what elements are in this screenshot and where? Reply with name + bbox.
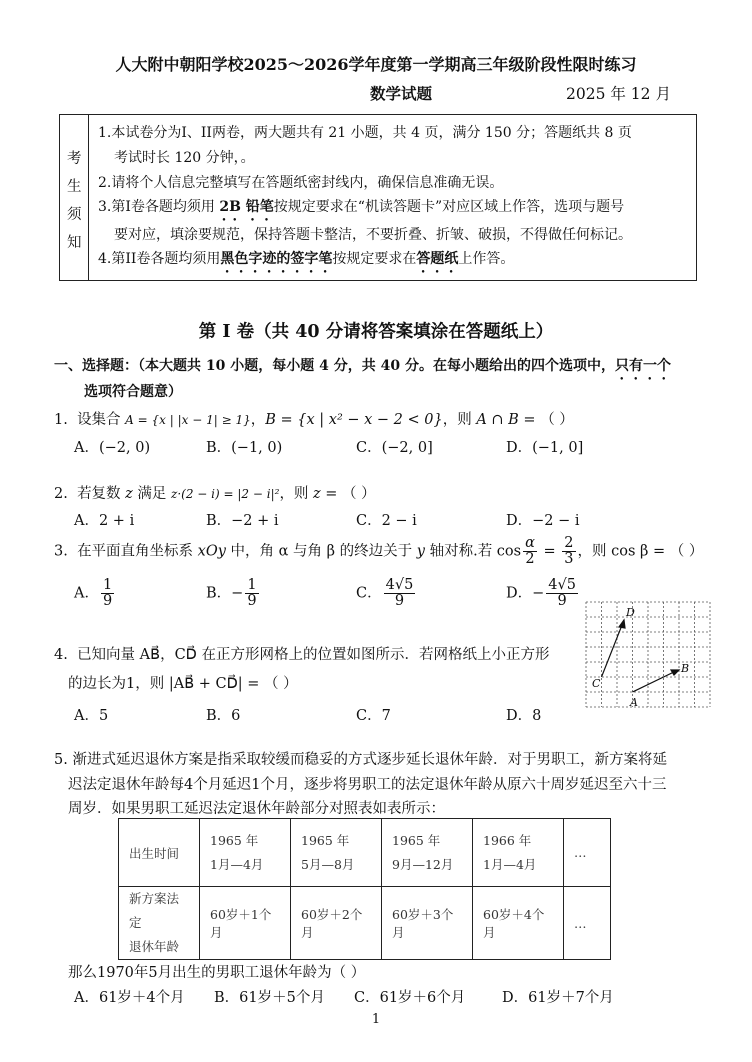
retirement-table (118, 818, 611, 960)
part-title-cont: 选项符合题意） (84, 384, 182, 400)
q4-option-a: A．5 (74, 708, 109, 724)
q1-option-a: A．(−2, 0) (74, 440, 151, 456)
q4-stem-line2: 的边长为1，则 |AB⃗ + CD⃗| = （ ） (68, 676, 298, 692)
table-header-cell: 出生时间 (119, 819, 200, 887)
table-cell: 60岁＋1个月 (200, 887, 291, 960)
table-cell: 1965 年 5月—8月 (291, 819, 382, 887)
table-cell: 60岁＋2个月 (291, 887, 382, 960)
q2-option-a: A．2 + i (74, 513, 135, 529)
vector-cd-arrowhead (619, 620, 625, 628)
q5-stem-line3: 周岁．如果男职工延迟法定退休年龄部分对照表如表所示： (68, 801, 445, 817)
vector-ab (633, 670, 679, 692)
table-cell: 1966 年 1月—4月 (473, 819, 564, 887)
table-row (119, 819, 611, 887)
label-d: D (626, 606, 635, 619)
q5-option-a: A．61岁＋4个月 (74, 990, 185, 1006)
q1-option-d: D．(−1, 0] (506, 440, 584, 456)
q5-option-d: D．61岁＋7个月 (502, 990, 614, 1006)
emphasis-black-pen: 黑色字迹的签字笔 (220, 251, 333, 267)
q3-option-c: C． $\frac{4√5}{9}$ (356, 577, 414, 610)
table-cell: 1965 年 9月—12月 (382, 819, 473, 887)
q5-option-c: C．61岁＋6个月 (354, 990, 466, 1006)
notice-side-label: 考 生 须 知 (60, 115, 89, 280)
notice-line-3c: 要对应，填涂要规范，保持答题卡整洁，不要折叠、折皱、破损，不得做任何标记。 (114, 227, 632, 243)
exam-subject: 数学试题 (370, 84, 433, 103)
notice-box (59, 114, 697, 281)
notice-line-2: 2.请将个人信息完整填写在答题纸密封线内，确保信息准确无误。 (98, 175, 504, 191)
notice-line-4: 4.第II卷各题均须用黑色字迹的签字笔按规定要求在答题纸上作答。 (98, 251, 515, 267)
q3-option-a: A． $\frac{1}{9}$ (74, 577, 113, 610)
q1-stem: 1. 设集合 A = {x | |x − 1| ≥ 1}，B = {x | x² − x − 2 < 0}，则 A ∩ B = （ ） (54, 412, 574, 428)
table-cell: 60岁＋4个月 (473, 887, 564, 960)
page-number: 1 (371, 1012, 381, 1027)
notice-line-1: 1.本试卷分为I、II两卷，两大题共有 21 小题，共 4 页，满分 150 分；答题纸共 8 页 (98, 125, 632, 141)
q3-option-d: D．− $\frac{4√5}{9}$ (506, 577, 576, 610)
label-a: A (630, 696, 638, 709)
table-header-cell: 新方案法定 退休年龄 (119, 887, 200, 960)
vector-ab-arrowhead (671, 670, 679, 675)
q2-option-b: B．−2 + i (206, 513, 279, 529)
label-c: C (592, 677, 601, 690)
table-cell: 60岁＋3个月 (382, 887, 473, 960)
q2-option-c: C．2 − i (356, 513, 417, 529)
table-cell: … (564, 887, 611, 960)
q4-option-c: C．7 (356, 708, 391, 724)
vector-grid-figure (584, 600, 714, 716)
table-cell: … (564, 819, 611, 887)
q5-stem-line2: 迟法定退休年龄每4个月延迟1个月，逐步将男职工的法定退休年龄从原六十周岁延迟至六十三 (68, 777, 667, 793)
q1-option-c: C．(−2, 0] (356, 440, 433, 456)
q5-option-b: B．61岁＋5个月 (214, 990, 325, 1006)
exam-date: 2025 年 12 月 (566, 85, 671, 103)
part-title: 一、选择题：（本大题共 10 小题，每小题 4 分，共 40 分。在每小题给出的四个选项中，只有一个 (54, 358, 671, 374)
q3-option-b: B．− $\frac{1}{9}$ (206, 577, 257, 610)
q2-stem: 2. 若复数 z 满足 z·(2 − i) = |2 − i|²，则 z = （ ） (54, 486, 376, 502)
exam-title: 人大附中朝阳学校2025～2026学年度第一学期高三年级阶段性限时练习 (115, 55, 637, 74)
vector-cd (602, 620, 625, 677)
emphasis-2b-pencil: 2B 铅笔 (219, 199, 274, 215)
emphasis-only-one: 只有一个 (614, 358, 671, 374)
section-title: 第 I 卷（共 40 分请将答案填涂在答题纸上） (198, 322, 554, 342)
label-b: B (681, 662, 690, 675)
notice-line-3: 3.第I卷各题均须用 2B 铅笔按规定要求在“机读答题卡”对应区域上作答，选项与题号 (98, 199, 625, 215)
q4-option-b: B．6 (206, 708, 241, 724)
q1-option-b: B．(−1, 0) (206, 440, 283, 456)
emphasis-answer-sheet: 答题纸 (416, 251, 459, 267)
q2-option-d: D．−2 − i (506, 513, 580, 529)
q4-option-d: D．8 (506, 708, 542, 724)
notice-line-1b: 考试时长 120 分钟，。 (114, 150, 255, 166)
table-row (119, 887, 611, 960)
q5-question: 那么1970年5月出生的男职工退休年龄为（ ） (68, 965, 366, 981)
table-cell: 1965 年 1月—4月 (200, 819, 291, 887)
q3-stem: 3. 在平面直角坐标系 xOy 中，角 α 与角 β 的终边关于 y 轴对称.若 cos $\frac{\alpha}{2}$ = $\frac{2}{3}$ ，则 cos β = （ ） (54, 535, 704, 568)
q5-stem-line1: 5. 渐进式延迟退休方案是指采取较缓而稳妥的方式逐步延长退休年龄．对于男职工，新方案将延 (54, 752, 667, 768)
q4-stem-line1: 4. 已知向量 AB⃗，CD⃗ 在正方形网格上的位置如图所示．若网格纸上小正方形 (54, 647, 550, 663)
